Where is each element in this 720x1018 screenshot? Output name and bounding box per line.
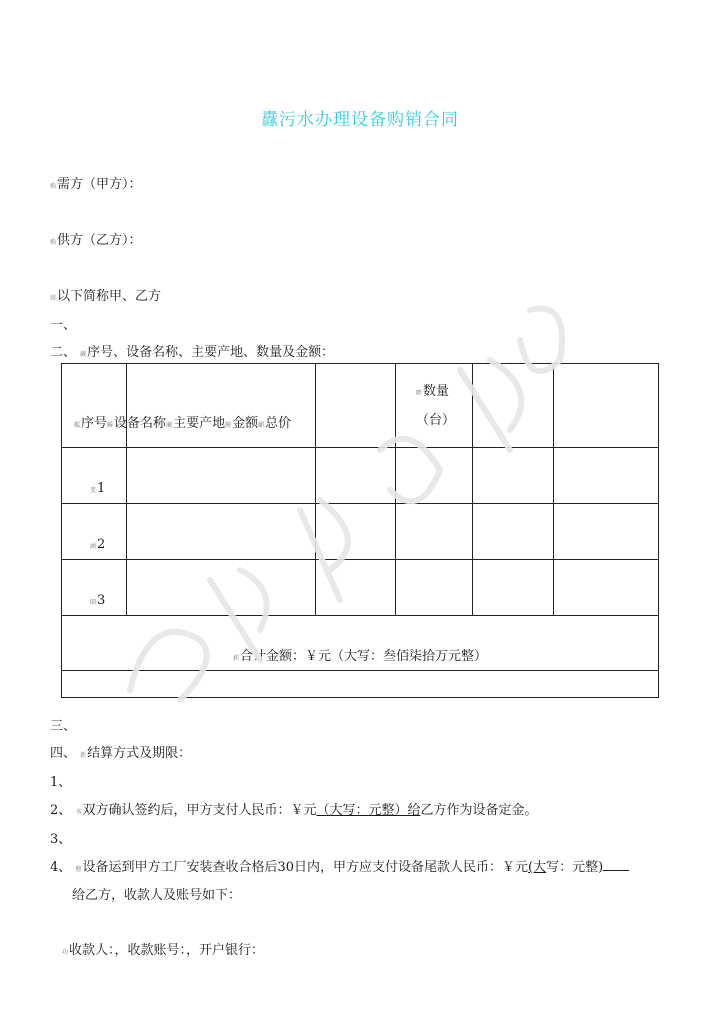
blank-underline — [603, 870, 629, 871]
buyer-line — [50, 173, 142, 192]
sum-cell — [62, 616, 659, 671]
header-name: 设备名称 — [114, 416, 167, 431]
header-amount: 金额 — [232, 416, 259, 431]
row-number: 1 — [97, 481, 106, 496]
goods-table — [61, 363, 659, 698]
table-row — [62, 560, 659, 616]
item-4-prefix: 4、 — [50, 860, 72, 875]
seller-label: 供方（乙方）： — [57, 233, 142, 248]
short-name-text: 以下简称甲、乙方 — [57, 289, 162, 304]
table-cell — [396, 504, 473, 560]
table-cell — [554, 448, 659, 504]
item-2-text-a: 双方确认签约后，甲方支付人民币：￥元 — [82, 803, 317, 818]
section-three: 三、 — [50, 719, 77, 734]
section-two-text: 序号、设备名称、主要产地、数量及金额： — [87, 345, 335, 360]
payee-line — [62, 939, 264, 958]
watermark-stroke — [520, 309, 562, 372]
glyph-mark: 瞬 — [107, 422, 114, 429]
header-qty-unit: （台） — [416, 412, 456, 428]
item-4-text-c: 写：元整) — [546, 860, 604, 875]
glyph-mark: 畔 — [416, 389, 423, 397]
glyph-mark: 购 — [50, 239, 57, 246]
header-qty: 数量 — [423, 383, 450, 399]
table-cell — [473, 560, 554, 616]
item-4-text-a: 设备运到甲方工厂安装查收合格后30日内，甲方应支付设备尾款人民币：￥元 — [82, 860, 528, 875]
section-four — [50, 742, 191, 761]
item-3: 3、 — [50, 832, 72, 847]
section-four-text: 结算方式及期限： — [87, 746, 192, 761]
row-number-cell — [62, 560, 127, 616]
glyph-mark: 碍 — [50, 295, 57, 302]
row-number-cell — [62, 448, 127, 504]
table-cell — [127, 504, 316, 560]
buyer-label: 需方（甲方）： — [57, 177, 142, 192]
table-cell — [473, 448, 554, 504]
item-4-text-b: (大 — [527, 860, 547, 875]
glyph-mark: 变 — [90, 487, 97, 494]
glyph-mark: 觑 — [80, 351, 87, 358]
row-number: 3 — [97, 593, 106, 608]
header-cell — [554, 364, 659, 448]
table-sum-row — [62, 616, 659, 671]
row-number: 2 — [97, 537, 106, 552]
header-origin: 主要产地 — [173, 416, 226, 431]
glyph-mark: 书 — [75, 809, 82, 816]
table-cell — [316, 560, 396, 616]
table-cell — [127, 448, 316, 504]
glyph-mark: 购 — [50, 183, 57, 190]
section-two-prefix: 二、 — [50, 345, 77, 360]
item-2 — [50, 799, 538, 818]
item-2-text-b: （大写：元整） — [316, 803, 408, 818]
table-cell — [316, 448, 396, 504]
header-seq: 序号 — [81, 416, 108, 431]
table-row — [62, 448, 659, 504]
short-name-line — [50, 285, 161, 304]
glyph-mark: 膜 — [225, 422, 232, 429]
table-cell — [396, 448, 473, 504]
sum-text: 合计金额：￥元（大写：叁佰柒拾万元整） — [240, 648, 488, 664]
table-cell — [554, 560, 659, 616]
table-cell — [316, 504, 396, 560]
item-2-text-c: 给 — [407, 803, 421, 818]
glyph-mark: 新 — [80, 752, 87, 759]
item-2-prefix: 2、 — [50, 803, 72, 818]
table-cell — [127, 560, 316, 616]
section-two — [50, 341, 334, 360]
table-cell — [62, 671, 659, 698]
glyph-mark: 蔺 — [166, 422, 173, 429]
header-total: 总价 — [265, 416, 292, 431]
glyph-mark: 莉 — [232, 654, 239, 662]
glyph-mark: 圈 — [90, 599, 97, 606]
item-4-line-2: 给乙方，收款人及账号如下： — [72, 888, 242, 903]
section-four-prefix: 四、 — [50, 746, 77, 761]
section-one: 一、 — [50, 318, 77, 333]
seller-line — [50, 229, 142, 248]
item-4 — [50, 856, 629, 875]
header-cell-seq — [62, 364, 292, 448]
table-cell — [396, 560, 473, 616]
header-cell — [127, 364, 316, 448]
table-cell — [554, 504, 659, 560]
payee-text: 收款人：，收款账号：，开户银行： — [69, 943, 265, 958]
item-2-text-d: 乙方作为设备定金。 — [420, 803, 538, 818]
row-number-cell — [62, 504, 127, 560]
document-title: 纛污水办理设备购销合同 — [261, 110, 459, 130]
header-cell — [473, 364, 554, 448]
glyph-mark: 功 — [62, 949, 69, 956]
table-header-row — [62, 364, 659, 448]
glyph-mark: 掰 — [75, 866, 82, 873]
glyph-mark: 麒 — [258, 422, 265, 429]
glyph-mark: 粼 — [74, 422, 81, 429]
table-row — [62, 504, 659, 560]
table-blank-row — [62, 671, 659, 698]
glyph-mark: 涵 — [90, 543, 97, 550]
table-cell — [473, 504, 554, 560]
header-text — [74, 412, 291, 431]
item-1: 1、 — [50, 775, 72, 790]
header-cell-qty — [396, 364, 473, 448]
header-cell — [316, 364, 396, 448]
